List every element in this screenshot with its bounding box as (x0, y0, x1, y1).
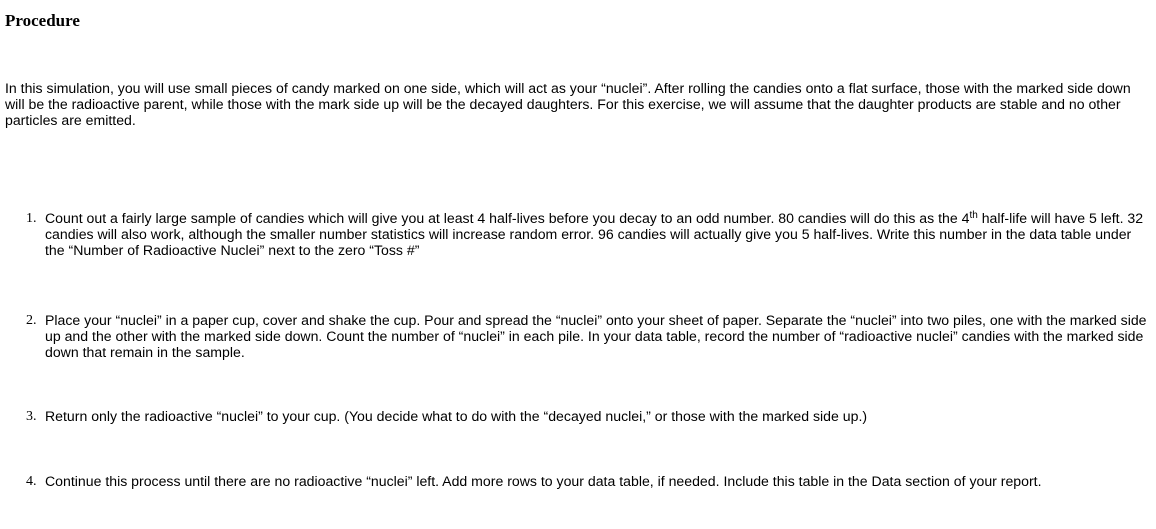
step-number: 1. (26, 211, 37, 226)
page-title: Procedure (5, 11, 80, 30)
step-text: Return only the radioactive “nuclei” to your cup. (You decide what to do with the “decayed nuclei,” or those with the marked side up.) (45, 408, 868, 424)
step-number: 4. (26, 474, 37, 489)
step-text-after: half-life will have 5 left. 32 candies will also work, although the smaller number statistics will increase random error. 96 candies will actually give you 5 half-lives. Write this number in the data table under the “Number of Radioactive Nuclei” next to the zero “Toss #” (45, 210, 1144, 259)
procedure-step-2 (0, 312, 1150, 361)
intro-paragraph: In this simulation, you will use small pieces of candy marked on one side, which will act as your “nuclei”. After rolling the candies onto a flat surface, those with the marked side down will be the radioactive parent, while those with the mark side up will be the decayed daughters. For this exercise, we will assume that the daughter products are stable and no other particles are emitted. (5, 80, 1131, 129)
step-text: Place your “nuclei” in a paper cup, cover and shake the cup. Pour and spread the “nuclei” onto your sheet of paper. Separate the “nuclei” into two piles, one with the marked side up and the other with the marked side down. Count the number of “nuclei” in each pile. In your data table, record the number of “radioactive nuclei” candies with the marked side down that remain in the sample. (45, 312, 1147, 361)
step-text: Continue this process until there are no radioactive “nuclei” left. Add more rows to your data table, if needed. Include this table in the Data section of your report. (45, 473, 1042, 489)
procedure-step-4 (0, 473, 1150, 489)
ordinal-superscript: th (969, 210, 978, 221)
procedure-step-3 (0, 408, 1150, 424)
step-number: 2. (26, 313, 37, 328)
step-text-before: Count out a fairly large sample of candies which will give you at least 4 half-lives before you decay to an odd number. 80 candies will do this as the 4 (45, 210, 970, 226)
procedure-step-1 (0, 210, 1150, 259)
step-number: 3. (26, 409, 37, 424)
step-text (45, 210, 1150, 259)
